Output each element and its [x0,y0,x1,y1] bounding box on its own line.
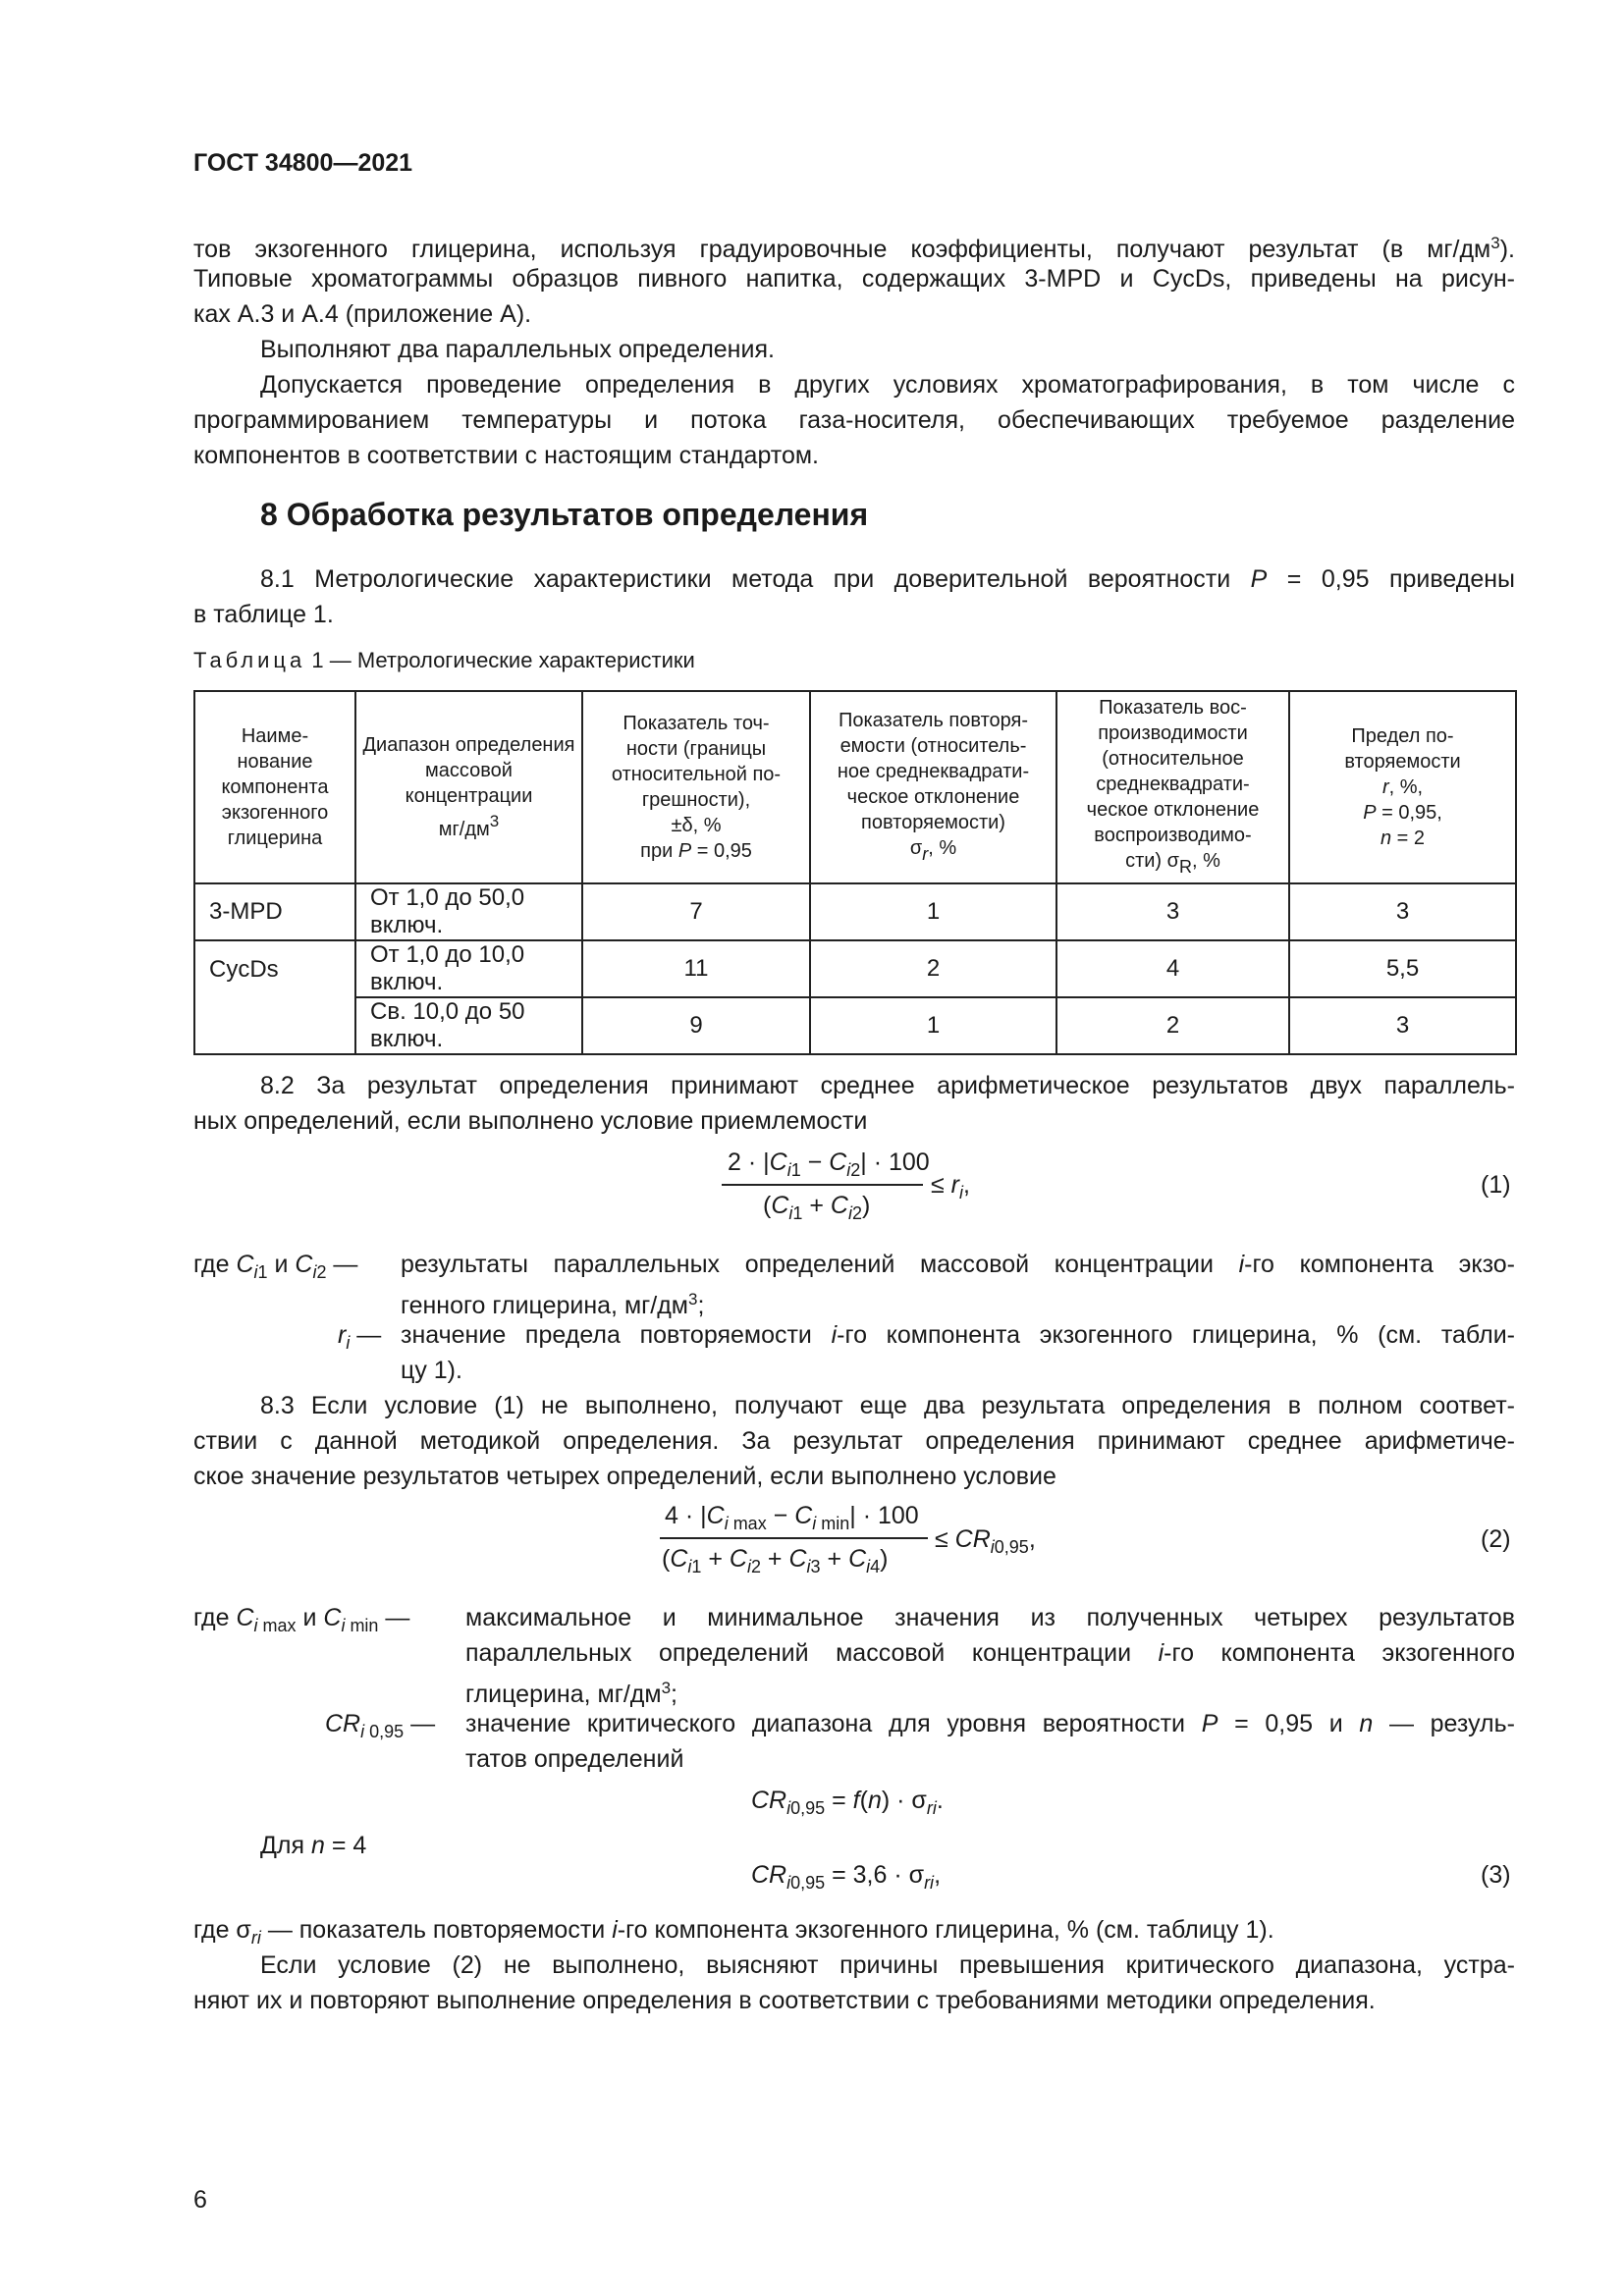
where2-desc-2: параллельных определений массовой концентрации i-го компонента экзогенного [465,1639,1515,1667]
table-caption: Таблица 1 — Метрологические характеристики [193,648,695,672]
cell-range: От 1,0 до 50,0 включ. [355,883,582,940]
table-row [194,940,1516,997]
formula-1-fraction-bar [722,1184,923,1186]
table-row [194,883,1516,940]
formula-1-denominator: $(C_{i1} + C_{i2})$ [763,1192,871,1223]
where3-line: где $\sigma_{ri}$ — показатель повторяемости i-го компонента экзогенного глицерина, % (см. таблицу 1). [193,1916,1274,1948]
p83-line-1: 8.3 Если условие (1) не выполнено, получают еще два результата определения в полном соответ- [260,1392,1515,1419]
p83-line-2: ствии с данной методикой определения. За результат определения принимают среднее арифметиче- [193,1427,1515,1455]
for-n-label: Для n = 4 [260,1832,367,1859]
where1-desc-4: цу 1). [401,1357,462,1384]
p82-line-2: ных определений, если выполнено условие приемлемости [193,1107,868,1135]
intro-line-2: Типовые хроматограммы образцов пивного напитка, содержащих 3-MPD и CycDs, приведены на рисун- [193,265,1515,293]
intro-line-7: компонентов в соответствии с настоящим стандартом. [193,442,819,469]
table-header-row [194,691,1516,883]
cell-sR: 2 [1056,997,1289,1054]
cell-delta: 7 [582,883,810,940]
final-line-2: няют их и повторяют выполнение определения в соответствии с требованиями методики определения. [193,1987,1376,2014]
intro-line-5: Допускается проведение определения в других условиях хроматографирования, в том числе с [260,371,1515,399]
section-title: 8 Обработка результатов определения [260,497,869,532]
intro-line-4: Выполняют два параллельных определения. [260,336,775,363]
cell-r: 5,5 [1289,940,1516,997]
where1-r-lead: $r_i$ — [338,1321,382,1353]
where1-desc-2: генного глицерина, $мг/дм^3$; [401,1290,705,1319]
cell-sR: 3 [1056,883,1289,940]
header-repeat-limit: Предел по- вторяемости r, %, P = 0,95, n = 2 [1289,691,1516,883]
table-row [194,997,1516,1054]
where1-desc-1: результаты параллельных определений массовой концентрации i-го компонента экзо- [401,1251,1515,1278]
formula-1-numerator: $2 \cdot |C_{i1} - C_{i2}| \cdot 100$ [728,1148,930,1180]
where2-cr-lead: $CR_i$ $_{0,95}$ — [325,1710,436,1741]
final-line-1: Если условие (2) не выполнено, выясняют причины превышения критического диапазона, устра- [260,1951,1515,1979]
intro-line-3: ках А.3 и А.4 (приложение А). [193,300,532,328]
cell-delta: 9 [582,997,810,1054]
p83-line-3: ское значение результатов четырех определений, если выполнено условие [193,1463,1056,1490]
where2-desc-1: максимальное и минимальное значения из полученных четырех результатов [465,1604,1515,1631]
formula-2-numerator: $4 \cdot |C_i$ $_{max} - C_i$ $_{min}$| · 100 [665,1502,919,1533]
cell-component: CycDs [194,940,355,997]
header-reproducibility: Показатель вос- производимости (относительное среднеквадрати- ческое отклонение воспроизводимо- сти) σR, % [1056,691,1289,883]
formula-cr-general: $CR_{i0,95} = f(n) \cdot \sigma_{ri}$. [751,1787,944,1818]
formula-3: $CR_{i0,95} = 3,6 \cdot \sigma_{ri}$, [751,1861,942,1893]
formula-2-fraction-bar [660,1537,928,1539]
cell-r: 3 [1289,883,1516,940]
header-component: Наиме- нование компонента экзогенного глицерина [194,691,355,883]
header-repeatability: Показатель повторя- емости (относитель- ное среднеквадрати- ческое отклонение повторяемости) σr, % [810,691,1056,883]
where2-desc-3: глицерина, $мг/дм^3$; [465,1679,677,1708]
header-range: Диапазон определения массовой концентрации $мг/дм^3$ [355,691,582,883]
p81-line-2: в таблице 1. [193,601,334,628]
where2-desc-5: татов определений [465,1745,684,1773]
cell-sr: 1 [810,997,1056,1054]
where2-desc-4: значение критического диапазона для уровня вероятности P = 0,95 и n — резуль- [465,1710,1515,1737]
formula-1-number: (1) [1481,1171,1511,1199]
where2-lead: где $C_i$ $_{max}$ и $C_i$ $_{min}$ — [193,1604,410,1635]
cell-sr: 1 [810,883,1056,940]
p82-line-1: 8.2 За результат определения принимают среднее арифметическое результатов двух параллель- [260,1072,1515,1099]
formula-2-rhs: ≤ $CR_{i0,95}$, [935,1525,1036,1557]
p81-line-1: 8.1 Метрологические характеристики метода при доверительной вероятности P = 0,95 приведены [260,565,1516,593]
cell-component [194,997,355,1054]
cell-range: От 1,0 до 10,0 включ. [355,940,582,997]
cell-range: Св. 10,0 до 50 включ. [355,997,582,1054]
intro-line-6: программированием температуры и потока газа-носителя, обеспечивающих требуемое разделение [193,406,1515,434]
formula-2-denominator: $(C_{i1} + C_{i2} + C_{i3} + C_{i4})$ [662,1545,889,1576]
cell-r: 3 [1289,997,1516,1054]
cell-sr: 2 [810,940,1056,997]
page-number: 6 [193,2186,207,2214]
intro-line-1: тов экзогенного глицерина, используя градуировочные коэффициенты, получают результат (в $мг/дм^3$). [193,234,1515,263]
formula-2-number: (2) [1481,1525,1511,1553]
formula-1-rhs: ≤ $r_i$, [931,1171,970,1202]
where1-lead: где $C_{i1}$ и $C_{i2}$ — [193,1251,358,1282]
cell-component: 3-MPD [194,883,355,940]
where1-desc-3: значение предела повторяемости i-го компонента экзогенного глицерина, % (см. табли- [401,1321,1515,1349]
cell-delta: 11 [582,940,810,997]
document-header: ГОСТ 34800—2021 [193,149,413,177]
formula-3-number: (3) [1481,1861,1511,1889]
metrology-table [193,690,1517,1055]
header-accuracy: Показатель точ- ности (границы относительной по- грешности), ±δ, % при P = 0,95 [582,691,810,883]
cell-sR: 4 [1056,940,1289,997]
